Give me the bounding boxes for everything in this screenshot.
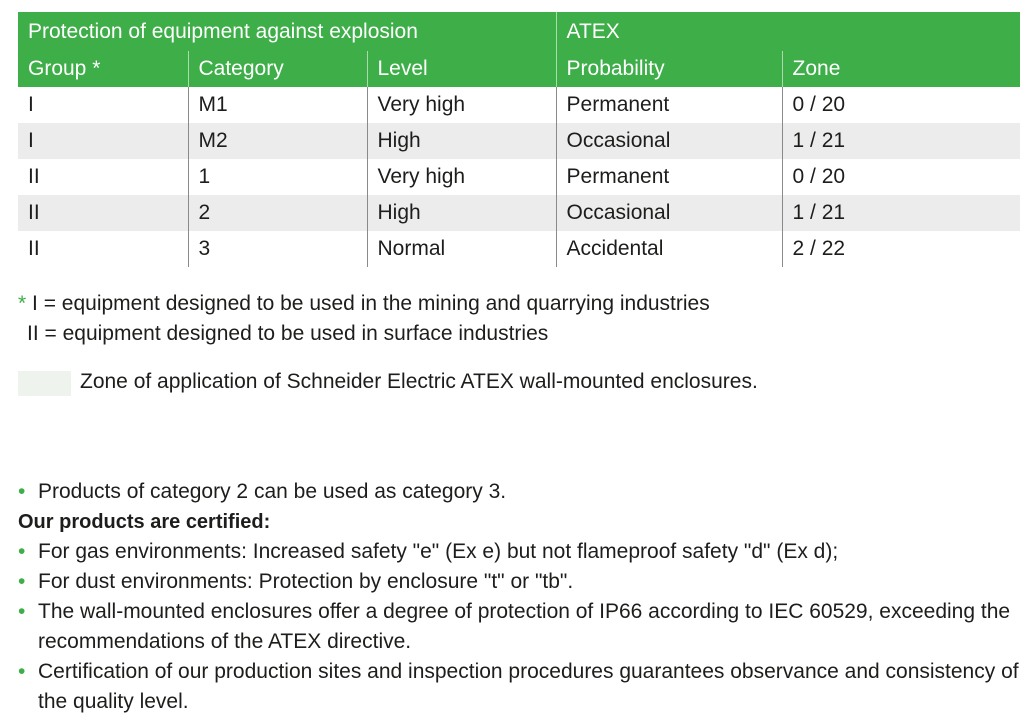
table-row <box>18 195 1020 231</box>
bullet-icon: • <box>18 600 26 623</box>
cell-zone: 2 / 22 <box>782 231 1020 267</box>
cell-group: II <box>18 195 188 231</box>
bullet-text: For dust environments: Protection by enclosure "t" or "tb". <box>38 570 574 593</box>
list-item <box>18 567 1028 597</box>
column-header-category: Category <box>188 51 367 87</box>
cell-probability: Occasional <box>556 195 782 231</box>
legend-swatch <box>18 371 71 396</box>
table-row <box>18 231 1020 267</box>
legend-text: Zone of application of Schneider Electric ATEX wall-mounted enclosures. <box>80 370 758 393</box>
bullet-icon: • <box>18 540 26 563</box>
table-header-group-row <box>18 12 1020 51</box>
certified-heading: Our products are certified: <box>18 511 271 533</box>
cell-category: M1 <box>188 87 367 123</box>
footnote-group-i <box>18 289 710 319</box>
cell-group: II <box>28 237 40 260</box>
cell-zone: 0 / 20 <box>782 87 1020 123</box>
cell-group: I <box>28 93 34 116</box>
atex-classification-table <box>18 12 1020 267</box>
column-header-zone: Zone <box>782 51 1020 87</box>
bullet-text: Products of category 2 can be used as category 3. <box>38 480 507 503</box>
bullet-icon: • <box>18 660 26 683</box>
asterisk-marker: * <box>18 292 27 315</box>
bullet-text: Certification of our production sites and inspection procedures guarantees observance and consistency of the quality level. <box>38 660 1019 713</box>
table-row <box>18 159 1020 195</box>
cell-category: 2 <box>188 195 367 231</box>
table-row <box>18 123 1020 159</box>
bullet-text: For gas environments: Increased safety "e" (Ex e) but not flameproof safety "d" (Ex d); <box>38 540 839 563</box>
cell-probability: Occasional <box>556 123 782 159</box>
cell-probability: Permanent <box>556 159 782 195</box>
cell-zone: 1 / 21 <box>782 195 1020 231</box>
notes-section <box>18 477 1028 717</box>
table-row <box>18 87 1020 123</box>
footnote-group-ii: II = equipment designed to be used in surface industries <box>27 322 549 345</box>
cell-probability: Permanent <box>556 87 782 123</box>
bullet-text: The wall-mounted enclosures offer a degree of protection of IP66 according to IEC 60529, exceeding the recommendations of the ATEX directive. <box>38 600 1011 653</box>
cell-probability: Accidental <box>556 231 782 267</box>
cell-group: II <box>28 165 40 188</box>
cell-level: High <box>367 123 556 159</box>
list-item <box>18 657 1028 717</box>
cell-level: High <box>367 195 556 231</box>
list-item <box>18 537 1028 567</box>
protection-header: Protection of equipment against explosion <box>18 12 556 51</box>
atex-header: ATEX <box>556 12 1020 51</box>
cell-level: Very high <box>367 159 556 195</box>
bullet-icon: • <box>18 570 26 593</box>
table-header-row <box>18 51 1020 87</box>
column-header-level: Level <box>367 51 556 87</box>
cell-category: 1 <box>188 159 367 195</box>
column-header-probability: Probability <box>556 51 782 87</box>
column-header-group: Group * <box>18 51 188 87</box>
cell-category: M2 <box>188 123 367 159</box>
cell-level: Very high <box>367 87 556 123</box>
cell-group: I <box>18 123 188 159</box>
cell-zone: 1 / 21 <box>782 123 1020 159</box>
cell-category: 3 <box>188 231 367 267</box>
list-item <box>18 477 1028 507</box>
cell-level: Normal <box>367 231 556 267</box>
cell-zone: 0 / 20 <box>782 159 1020 195</box>
bullet-icon: • <box>18 480 26 503</box>
footnote-group-i-text: I = equipment designed to be used in the mining and quarrying industries <box>32 292 710 315</box>
list-item <box>18 597 1028 657</box>
